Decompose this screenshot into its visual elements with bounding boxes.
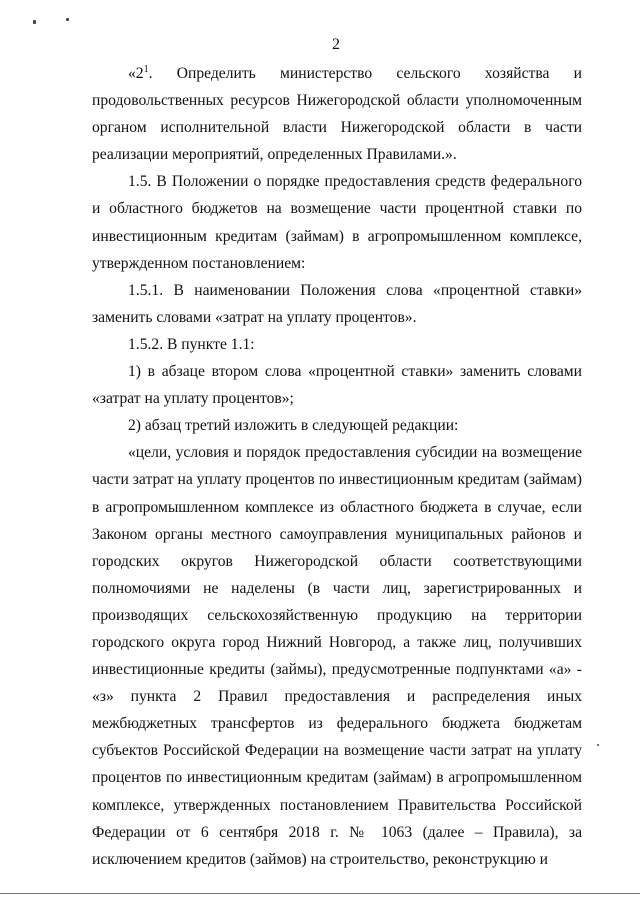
- paragraph: 1.5.2. В пункте 1.1:: [128, 335, 255, 353]
- paragraph: 1.5. В Положении о порядке предоставления средств федерального и областного бюджетов на возмещение части процентной ставки по инвестиционным кредитам (займам) в агропромышленном комплексе, утвержденном постановлением:: [92, 173, 582, 272]
- paragraph: 1.5.1. В наименовании Положения слова «процентной ставки» заменить словами «затрат на уплату процентов».: [92, 281, 582, 326]
- document-body: [92, 60, 582, 873]
- scan-speck: [33, 20, 36, 24]
- paragraph: «$2^1$. Определить министерство сельского хозяйства и продовольственных ресурсов Нижегородской области уполномоченным органом исполнительной власти Нижегородской области в части реализации мероприятий, определенных Правилами.».: [92, 63, 582, 164]
- paragraph: «цели, условия и порядок предоставления субсидии на возмещение части затрат на уплату процентов по инвестиционным кредитам (займам) в агропромышленном комплексе из областного бюджета в случае, если Законом органы местного самоуправления муниципальных районов и городских округов Нижегородской области соответствующими полномочиями не наделены (в части лиц, зарегистрированных и производящих сельскохозяйственную продукцию на территории городского округа город Нижний Новгород, а также лиц, получивших инвестиционные кредиты (займы), предусмотренные подпунктами «а» - «з» пункта 2 Правил предоставления и распределения иных межбюджетных трансфертов из федерального бюджета бюджетам субъектов Российской Федерации на возмещение части затрат на уплату процентов по инвестиционным кредитам (займам) в агропромышленном комплексе, утвержденных постановлением Правительства Российской Федерации от 6 сентября 2018 г. № 1063 (далее – Правила), за исключением кредитов (займов) на строительство, реконструкцию и: [92, 444, 582, 868]
- paragraph: 1) в абзаце втором слова «процентной ставки» заменить словами «затрат на уплату процентов»;: [92, 363, 582, 408]
- scan-edge-line: [0, 893, 640, 894]
- paragraph: 2) абзац третий изложить в следующей редакции:: [128, 417, 459, 435]
- page-number: 2: [332, 36, 340, 53]
- scan-speck: [597, 744, 599, 746]
- scan-speck: [66, 18, 69, 21]
